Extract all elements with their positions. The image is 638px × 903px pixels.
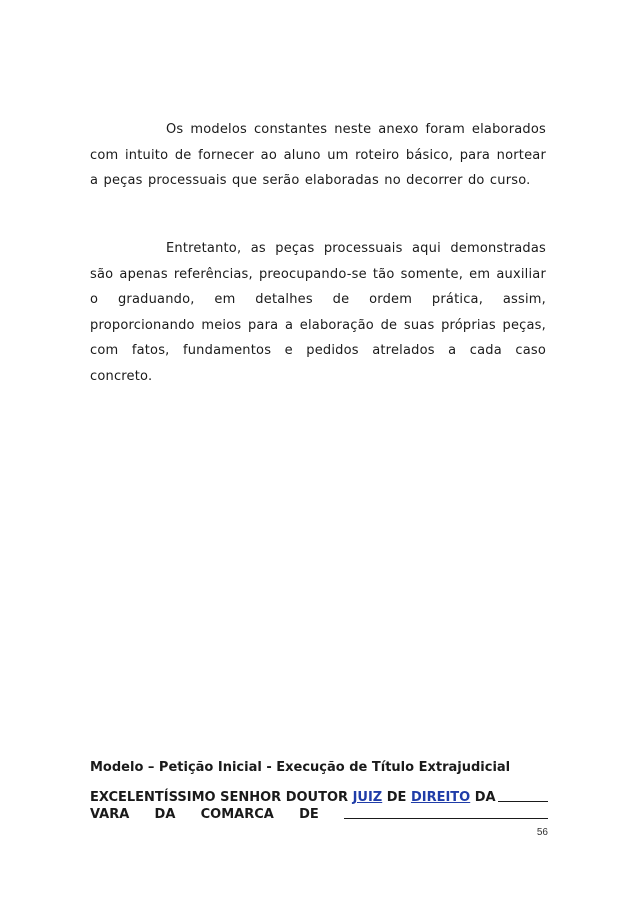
address-vara: VARA: [90, 807, 130, 822]
vara-blank: [498, 789, 548, 802]
disclaimer-paragraph-text: Entretanto, as peças processuais aqui demonstradas são apenas referências, preocupando-se tão somente, em auxiliar o graduando, em detalhes de ordem prática, assim, proporcionando meios para a elaboração de suas próprias peças, com fatos, fundamentos e pedidos atrelados a cada caso concreto.: [90, 241, 546, 384]
address-prefix: EXCELENTÍSSIMO SENHOR DOUTOR: [90, 790, 349, 805]
address-da: DA: [474, 790, 496, 805]
comarca-blank: [344, 806, 548, 819]
disclaimer-paragraph: [90, 236, 546, 389]
direito-link[interactable]: DIREITO: [410, 790, 471, 805]
juiz-link[interactable]: JUIZ: [352, 790, 383, 805]
page-number: 56: [536, 827, 548, 838]
address-comarca: COMARCA: [200, 807, 274, 822]
model-title: Modelo – Petição Inicial - Execução de Título Extrajudicial: [90, 760, 511, 775]
intro-paragraph-text: Os modelos constantes neste anexo foram elaborados com intuito de fornecer ao aluno um roteiro básico, para nortear a peças processuais que serão elaboradas no decorrer do curso.: [90, 122, 546, 188]
address-de-2: DE: [299, 807, 319, 822]
address-line-2: [90, 806, 548, 823]
address-line-1: [90, 789, 548, 806]
address-line-1-content: [90, 789, 496, 806]
address-da-2: DA: [154, 807, 176, 822]
petition-address: [90, 789, 548, 823]
address-de: DE: [386, 790, 407, 805]
intro-paragraph: [90, 117, 546, 194]
